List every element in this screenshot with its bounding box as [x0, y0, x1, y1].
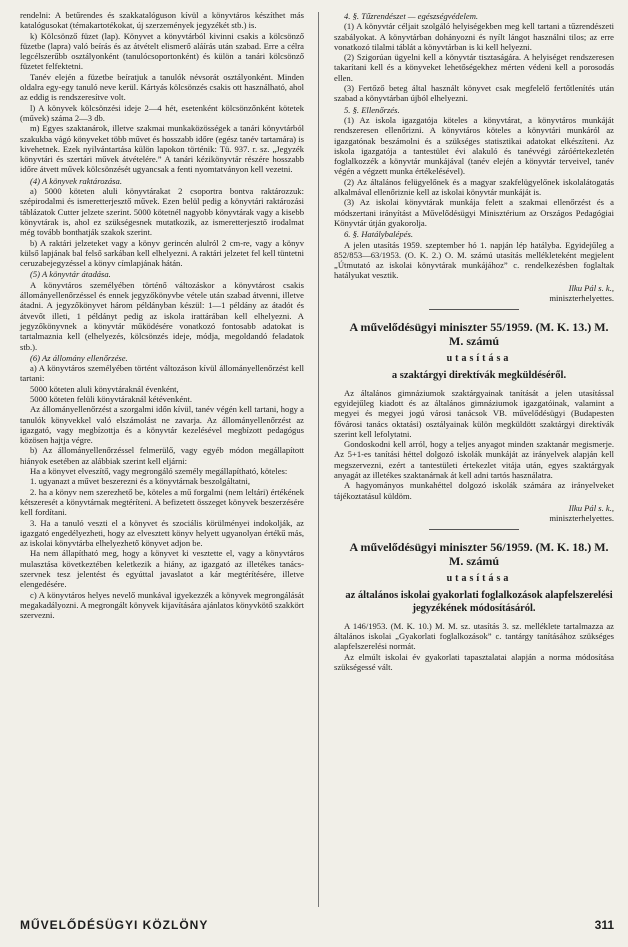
section-heading: 6. §. Hatálybalépés.: [344, 229, 413, 240]
paragraph: Az általános gimnáziumok szaktárgyainak tanítását a jelen utasítással egyidejűleg kiadott és az általános gimnáziumok igazgatóinak, valamint a megyei és megyei jogú városi tanácsok VB. művelődésügyi (Budapesten fővárosi tanács oktatási) osztályainak külön megküldött szaktárgyi direktívák szerint kell lefolytatni.: [334, 387, 614, 439]
list-line: 5000 köteten felüli könyvtáraknál kétévenként.: [30, 393, 193, 404]
paragraph: m) Egyes szaktanárok, illetve szakmai munkaközösségek a tanári könyvtárból szakukba vágó könyveket több művet és hosszabb időre (egész tanév tartamára) is kivehetnek. Ezek nyilvántartása külön lapokon történik: Tü. 937. r. sz. „Jegyzék könyvtári és szertári művek átvételére.” A tanári kézikönyvtár részére hosszabb időre átvett művek kölcsönzését ugyancsak a fenti nyomtatványon kell vezetni.: [20, 123, 304, 175]
document-type: utasítása: [446, 353, 512, 365]
paragraph: (3) Az iskolai könyvtárak munkája felett a szakmai ellenőrzést és a módszertani irányítást a Művelődésügyi Minisztérium az Országos Pedagógiai Könyvtár útján gyakorolja.: [334, 197, 614, 228]
separator: [429, 309, 519, 310]
right-column: [334, 10, 614, 672]
journal-title: MŰVELŐDÉSÜGYI KÖZLÖNY: [20, 918, 209, 932]
paragraph: A 146/1953. (M. K. 10.) M. M. sz. utasítás 3. sz. melléklete tartalmazza az általános iskolai „Gyakorlati foglalkozások” c. tantárgy tanításához szükséges alapfelszerelési normát.: [334, 620, 614, 652]
paragraph: (1) A könyvtár céljait szolgáló helyiségekben meg kell tartani a tűzrendészeti szabályokat. A könyvtárban dohányozni és nyílt lángot használni tilos; az erre vonatkozó tilalmi táblát a könyvtárban is ki kell helyezni.: [334, 21, 614, 52]
signature-name: Ilku Pál s. k.,: [568, 502, 614, 513]
document-heading: A művelődésügyi miniszter 56/1959. (M. K. 18.) M. M. számú: [349, 540, 609, 569]
paragraph: a) A könyvtáros személyében történt változáson kívül állományellenőrzést kell tartani:: [20, 363, 304, 384]
left-column: [20, 10, 304, 621]
document-subject: a szaktárgyi direktívák megküldéséről.: [391, 369, 567, 381]
paragraph: Gondoskodni kell arról, hogy a teljes anyagot minden szaktanár megismerje. Az 5+1-es tanítási héttel dolgozó iskolák munkáját az irányelvek alapján kell megszervezni, ezért a tantestületi értekezlet vitája után, egyes szaktárgyak anyagát az illetékes szaktanárnak át kell adni tartós használatra.: [334, 439, 614, 480]
section-heading: 4. §. Tűzrendészet — egészségvédelem.: [344, 11, 479, 21]
list-item: 3. Ha a tanuló veszti el a könyvet és szociális körülményei indokolják, az igazgató engedélyezheti, hogy az elvesztett könyv helyett ugyanolyan értékű más, az iskolai könyvtárba elhelyezhető könyvet adjon be.: [20, 517, 304, 549]
paragraph: Tanév elején a füzetbe beíratjuk a tanulók névsorát osztályonként. Minden oldalra egy-egy tanuló neve kerül. Kártyás kölcsönzés csakis ott használható, ahol az eddig is rendszeresítve volt.: [20, 71, 304, 103]
section-heading: 5. §. Ellenőrzés.: [344, 104, 400, 115]
signature-name: Ilku Pál s. k.,: [568, 282, 614, 293]
paragraph: (2) Szigorúan ügyelni kell a könyvtár tisztaságára. A helyiséget rendszeresen takarítani kell és a könyveket lehetőségekhez mérten védeni kell a porosodás ellen.: [334, 52, 614, 83]
list-line: 5000 köteten aluli könyvtáraknál évenként,: [30, 383, 179, 394]
section-heading: (4) A könyvek raktározása.: [30, 175, 122, 186]
column-divider: [318, 12, 319, 907]
paragraph: A könyvtáros személyében történő változáskor a könyvtárost csakis állományellenőrzéssel és ennek jegyzőkönyvbe vétele után szabad átvenni, illetve átadni. A jegyzőkönyvet három példányban készül: 1—1 példány az átadót és átvevőt illeti, 1 példányt pedig az iskola irattárában kell elhelyezni. A jegyzőkönyvnek a könyvtár működésére vonatkozó fontosabb adatokat is tartalmaznia kell (elhelyezés, kölcsönzés ideje, módja, megoldandó feladatok stb.).: [20, 279, 304, 352]
list-item: 2. ha a könyv nem szerezhető be, köteles a mű forgalmi (nem leltári) értékének kétszeresét a könyvtárnak megtéríteni. A befizetett összeget könyvek beszerzésére kell fordítani.: [20, 486, 304, 518]
paragraph: Az állományellenőrzést a szorgalmi időn kívül, tanév végén kell tartani, hogy a tanulók könyvekkel való elszámolást ne zavarja. Az állományellenőrzést az igazgató, vagy megbízottja és a könyvtár kezelésével megbízott pedagógus közösen hajtja végre.: [20, 404, 304, 446]
section-heading: (5) A könyvtár átadása.: [30, 269, 111, 280]
paragraph: A jelen utasítás 1959. szeptember hó 1. napján lép hatályba. Egyidejűleg a 852/853—63/1953. (O. K. 2.) O. M. számú utasítás mellékleteként megjelent „Útmutató az iskolai könyvtárak munkájához” c. rendelkezésben foglaltak hatályukat vesztik.: [334, 239, 614, 281]
paragraph: (1) Az iskola igazgatója köteles a könyvtárat, a könyvtáros munkáját rendszeresen ellenőrizni. A könyvtáros köteles a könyvtári munkáról az igazgatónak beszámolni és a szükséges statisztikai adatokat elkészíteni. Az iskola igazgatója a tantestület évi alakuló és tanévvégi záróértekezletén foglalkozzék a könyvtár munkájával (tanév elején a könyvtár terveivel, tanév végén a végzett munka értékelésével).: [334, 114, 614, 177]
section-heading: (6) Az állomány ellenőrzése.: [30, 352, 128, 363]
list-item: 1. ugyanazt a művet beszerezni és a könyvtárnak beszolgáltatni,: [30, 476, 251, 487]
page-number: 311: [594, 918, 614, 932]
paragraph: Ha a könyvet elveszítő, vagy megrongáló személy megállapítható, köteles:: [30, 466, 288, 477]
paragraph: l) A könyvek kölcsönzési ideje 2—4 hét, esetenként kölcsönzőnként kötetek (művek) száma 2—3 db.: [20, 102, 304, 123]
document-type: utasítása: [446, 573, 512, 585]
paragraph: Ha nem állapítható meg, hogy a könyvet ki vesztette el, vagy a könyvtáros mulasztása következtében keletkezik a hiány, az igazgató az illetékes tanács-szervnek tesz jelentést és egyúttal javaslatot a kár megtérítésére, illetve elengedésére.: [20, 548, 304, 590]
paragraph: c) A könyvtáros helyes nevelő munkával igyekezzék a könyvek megrongálását megakadályozni. A megrongált könyvek kijavítására ajánlatos könyvkötő szakkört szervezni.: [20, 589, 304, 621]
paragraph: (3) Fertőző beteg által használt könyvet csak megfelelő fertőtlenítés után szabad a könyvtárban újból elhelyezni.: [334, 83, 614, 104]
paragraph: Az elmúlt iskolai év gyakorlati tapasztalatai alapján a norma módosítása szükségessé vált.: [334, 651, 614, 672]
document-heading: A művelődésügyi miniszter 55/1959. (M. K. 13.) M. M. számú: [349, 320, 609, 349]
signature-title: miniszterhelyettes.: [549, 293, 614, 304]
paragraph: b) Az állományellenőrzéssel felmerülő, vagy egyéb módon megállapított hiányok esetében az alábbiak szerint kell eljárni:: [20, 445, 304, 466]
paragraph: b) A raktári jelzeteket vagy a könyv gerincén alulról 2 cm-re, vagy a könyv külső lapjának bal felső sarkában kell elhelyezni. A raktári jelzetet fel kell tüntetni ceruzabejegyzéssel a könyv címlapjának hátán.: [20, 237, 304, 269]
paragraph: a) 5000 köteten aluli könyvtárakat 2 csoportra bontva raktározzuk: szépirodalmi és ismeretterjesztő művek. Ezen belül pedig a könyvtári raktározási táblázatok Cutter jelzete szerint. 5000 kötetnél nagyobb könyvtárak vagy a kisebb könyvtárak is, ahol ez szükségesnek mutatkozik, az ismeretterjesztő irodalmat még tovább bonthatják szakok szerint.: [20, 186, 304, 238]
separator: [429, 529, 519, 530]
signature-title: miniszterhelyettes.: [549, 513, 614, 524]
paragraph: (2) Az általános felügyelőnek és a magyar szakfelügyelőnek iskolalátogatás alkalmával ellenőriznie kell az iskolai könyvtár munkáját is.: [334, 176, 614, 198]
paragraph: A hagyományos munkahéttel dolgozó iskolák számára az irányelveket tájékoztatásul küldöm.: [334, 480, 614, 501]
paragraph: rendelni: A betűrendes és szakkatalóguson kívül a könyvtáros készíthet más katalógusokat (témakartotékokat, új szerzemények jegyzékét stb.) is.: [20, 10, 304, 31]
document-subject: az általános iskolai gyakorlati foglalkozások alapfelszerelési jegyzékének módosításáról.: [345, 589, 613, 614]
paragraph: k) Kölcsönző füzet (lap). Könyvet a könyvtárból kivinni csakis a kölcsönző füzetbe (lapra) való beírás és az átvételt elismerő aláírás után szabad. Erre a célra legcélszerűbb osztályonként (tanulócsoportonként) és külön a tanári kölcsönző füzetet felfektetni.: [20, 30, 304, 72]
